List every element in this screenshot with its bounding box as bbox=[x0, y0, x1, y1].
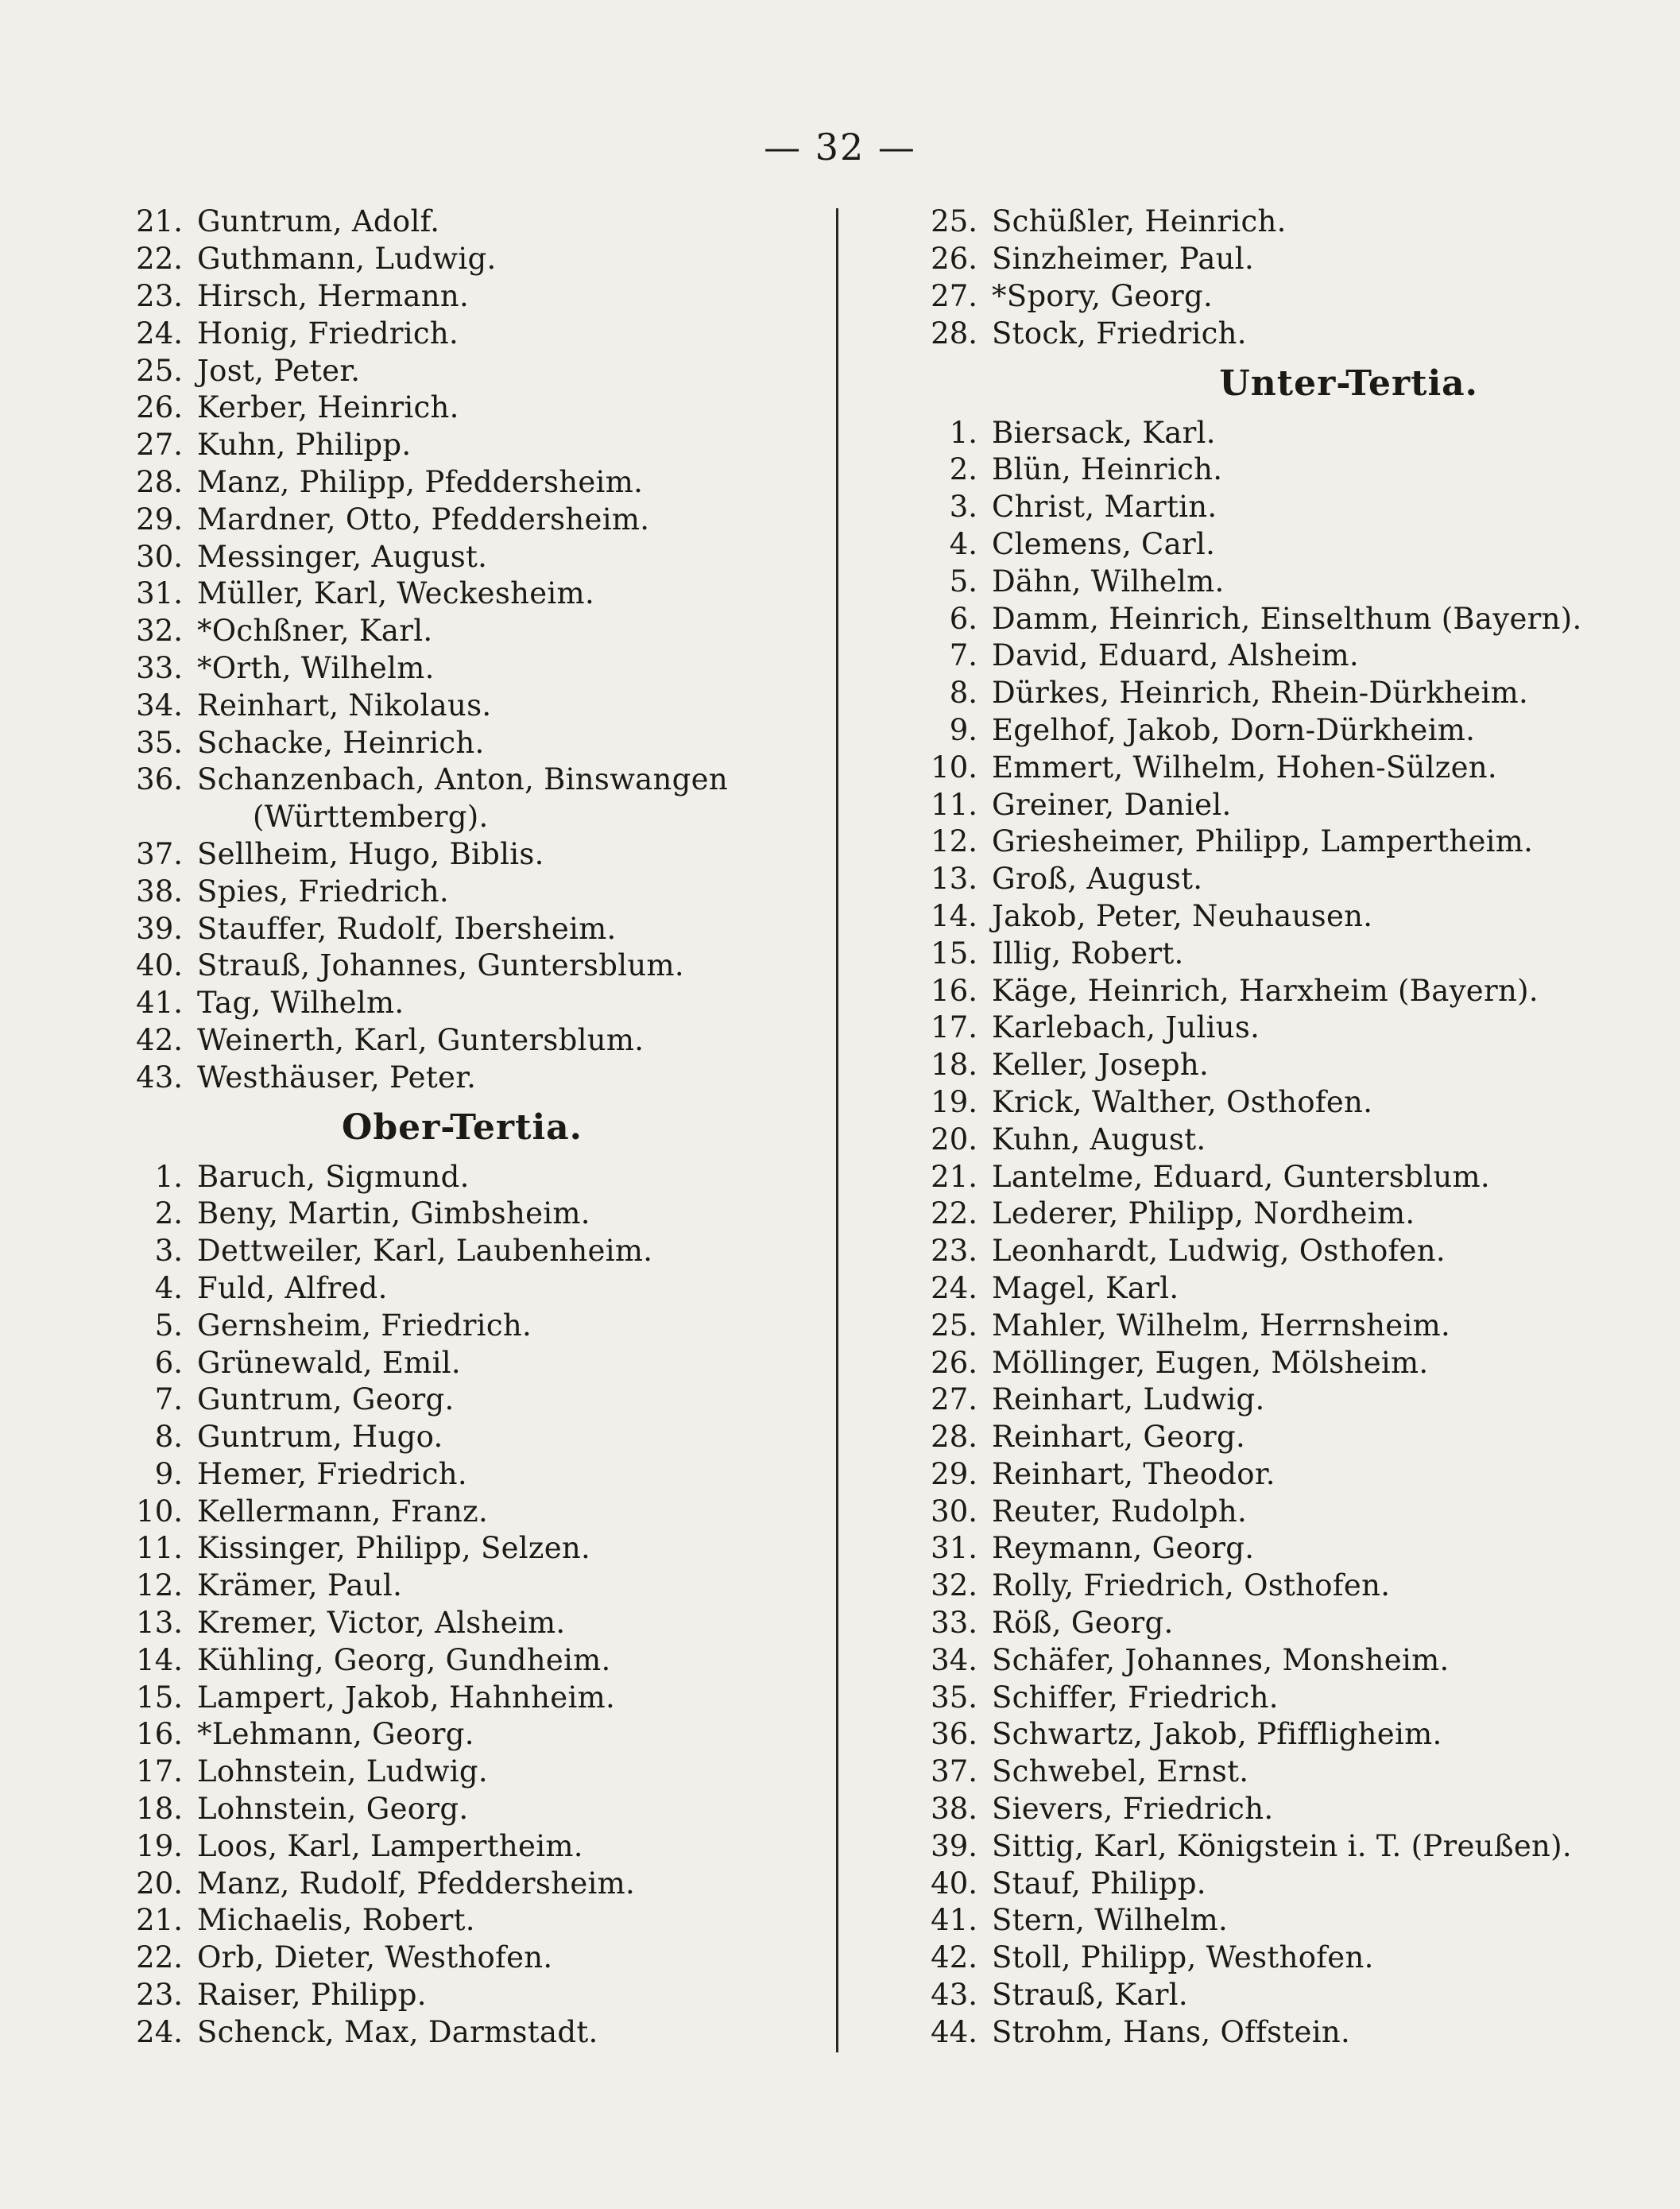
list-item-number: 38. bbox=[136, 874, 183, 909]
list-item bbox=[914, 712, 1574, 750]
list-item-number: 41. bbox=[931, 1903, 977, 1938]
list-item-number: 8. bbox=[949, 676, 977, 711]
list-item bbox=[119, 1940, 834, 1977]
list-item-name: Illig, Robert. bbox=[992, 936, 1184, 971]
list-item-name: Kerber, Heinrich. bbox=[197, 390, 459, 425]
list-item-name: Greiner, Daniel. bbox=[992, 787, 1232, 822]
list-item-number: 26. bbox=[931, 242, 977, 277]
list-item-number: 1. bbox=[949, 415, 977, 450]
list-item bbox=[914, 1010, 1574, 1047]
list-item bbox=[119, 650, 834, 688]
list-item bbox=[914, 1716, 1574, 1754]
list-item-number: 8. bbox=[154, 1420, 183, 1455]
list-item bbox=[119, 762, 834, 799]
list-item bbox=[119, 1827, 834, 1865]
list-item-name: Griesheimer, Philipp, Lampertheim. bbox=[992, 824, 1534, 859]
list-item bbox=[119, 1196, 834, 1233]
list-item-name: Guthmann, Ludwig. bbox=[197, 242, 497, 277]
list-item-number: 44. bbox=[931, 2014, 977, 2049]
list-item-name: *Lehmann, Georg. bbox=[197, 1717, 474, 1752]
list-item bbox=[914, 1121, 1574, 1158]
list-item-name: Guntrum, Hugo. bbox=[197, 1420, 443, 1455]
list-item-name: Stoll, Philipp, Westhofen. bbox=[992, 1940, 1374, 1975]
list-item-name: Kissinger, Philipp, Selzen. bbox=[197, 1531, 591, 1566]
list-item bbox=[119, 836, 834, 874]
list-item bbox=[914, 1641, 1574, 1679]
list-item bbox=[119, 1307, 834, 1344]
list-item-number: 13. bbox=[136, 1606, 183, 1641]
list-item bbox=[119, 501, 834, 538]
list-item-number: 27. bbox=[931, 1382, 977, 1417]
list-item-name: Kuhn, August. bbox=[992, 1122, 1206, 1157]
list-item-name: Käge, Heinrich, Harxheim (Bayern). bbox=[992, 973, 1539, 1008]
list-item-number: 40. bbox=[136, 948, 183, 983]
list-item-name: Grünewald, Emil. bbox=[197, 1345, 461, 1380]
list-item-name: Damm, Heinrich, Einselthum (Bayern). bbox=[992, 601, 1582, 636]
list-item-name: Sievers, Friedrich. bbox=[992, 1792, 1274, 1827]
list-item-name: Honig, Friedrich. bbox=[197, 316, 459, 351]
left-block1-list bbox=[119, 203, 834, 1096]
list-item bbox=[914, 935, 1574, 972]
list-item-number: 2. bbox=[154, 1196, 183, 1231]
list-item bbox=[119, 427, 834, 464]
list-item-name: Möllinger, Eugen, Mölsheim. bbox=[992, 1345, 1429, 1380]
list-item bbox=[914, 1827, 1574, 1865]
list-item-number: 37. bbox=[136, 836, 183, 871]
list-item-number: 32. bbox=[136, 614, 183, 649]
list-item-number: 7. bbox=[154, 1382, 183, 1417]
list-item-name: Stauf, Philipp. bbox=[992, 1866, 1206, 1901]
list-item-number: 26. bbox=[931, 1345, 977, 1380]
list-item-name: Fuld, Alfred. bbox=[197, 1270, 388, 1305]
list-item bbox=[914, 1456, 1574, 1494]
list-item bbox=[119, 1382, 834, 1419]
list-item bbox=[119, 389, 834, 427]
list-item-name: Reinhart, Ludwig. bbox=[992, 1382, 1265, 1417]
list-item-name: Orb, Dieter, Westhofen. bbox=[197, 1940, 553, 1975]
list-item-number: 20. bbox=[931, 1122, 977, 1157]
list-item-name: Dähn, Wilhelm. bbox=[992, 564, 1225, 599]
list-item bbox=[914, 1679, 1574, 1716]
list-item-name: Kuhn, Philipp. bbox=[197, 428, 412, 463]
list-item-number: 21. bbox=[931, 1159, 977, 1194]
list-item-name: Egelhof, Jakob, Dorn-Dürkheim. bbox=[992, 712, 1476, 747]
list-item-number: 26. bbox=[136, 390, 183, 425]
list-item-name: Biersack, Karl. bbox=[992, 415, 1216, 450]
list-item-name: Reinhart, Nikolaus. bbox=[197, 688, 492, 723]
list-item-name: Reymann, Georg. bbox=[992, 1531, 1255, 1566]
list-item bbox=[914, 1196, 1574, 1233]
list-item-number: 9. bbox=[154, 1456, 183, 1491]
list-item-number: 23. bbox=[931, 1234, 977, 1269]
list-item-number: 7. bbox=[949, 638, 977, 673]
list-item-name: Jakob, Peter, Neuhausen. bbox=[992, 898, 1373, 933]
list-item-number: 28. bbox=[931, 316, 977, 351]
list-item-name: Reinhart, Theodor. bbox=[992, 1456, 1275, 1491]
list-item-name: Sittig, Karl, Königstein i. T. (Preußen). bbox=[992, 1828, 1572, 1863]
list-item bbox=[914, 1382, 1574, 1419]
list-item bbox=[914, 786, 1574, 824]
list-item bbox=[119, 1754, 834, 1791]
list-item-number: 24. bbox=[136, 316, 183, 351]
list-item bbox=[119, 1902, 834, 1940]
list-item-name: Schiffer, Friedrich. bbox=[992, 1680, 1279, 1715]
list-item bbox=[914, 861, 1574, 898]
list-item-number: 4. bbox=[154, 1270, 183, 1305]
list-item-name: Strohm, Hans, Offstein. bbox=[992, 2014, 1351, 2049]
list-item-number: 34. bbox=[136, 688, 183, 723]
list-item-name: Schacke, Heinrich. bbox=[197, 725, 485, 760]
list-item bbox=[914, 241, 1574, 278]
list-item-number: 43. bbox=[136, 1060, 183, 1095]
list-item-number: 25. bbox=[931, 1308, 977, 1343]
list-item bbox=[914, 898, 1574, 936]
list-item bbox=[119, 1158, 834, 1196]
list-item bbox=[914, 1530, 1574, 1568]
list-item bbox=[119, 1641, 834, 1679]
list-item bbox=[119, 1493, 834, 1530]
list-item-number: 25. bbox=[136, 353, 183, 388]
list-item-name: Weinerth, Karl, Guntersblum. bbox=[197, 1022, 645, 1057]
list-item-name: Schäfer, Johannes, Monsheim. bbox=[992, 1642, 1450, 1677]
list-item bbox=[119, 799, 834, 836]
list-item-number: 38. bbox=[931, 1792, 977, 1827]
list-item-name: Leonhardt, Ludwig, Osthofen. bbox=[992, 1234, 1446, 1269]
list-item bbox=[914, 414, 1574, 451]
list-item-number: 10. bbox=[931, 750, 977, 785]
list-item bbox=[119, 1059, 834, 1096]
list-item bbox=[914, 1568, 1574, 1605]
list-item-name: Jost, Peter. bbox=[197, 353, 361, 388]
list-item-name: *Ochßner, Karl. bbox=[197, 614, 433, 649]
list-item-name: Beny, Martin, Gimbsheim. bbox=[197, 1196, 590, 1231]
list-item bbox=[914, 526, 1574, 564]
list-item bbox=[914, 278, 1574, 316]
list-item-number: 24. bbox=[931, 1270, 977, 1305]
list-item bbox=[119, 1419, 834, 1456]
list-item bbox=[119, 1977, 834, 2014]
list-item bbox=[914, 1493, 1574, 1530]
list-item-number: 19. bbox=[931, 1084, 977, 1119]
list-item bbox=[914, 1865, 1574, 1902]
list-item-name: Lantelme, Eduard, Guntersblum. bbox=[992, 1159, 1490, 1194]
list-item-name: Stauffer, Rudolf, Ibersheim. bbox=[197, 911, 617, 946]
list-item-name: Dürkes, Heinrich, Rhein-Dürkheim. bbox=[992, 676, 1529, 711]
list-item-number: 13. bbox=[931, 862, 977, 897]
list-item bbox=[914, 600, 1582, 638]
list-item-name: Lederer, Philipp, Nordheim. bbox=[992, 1196, 1415, 1231]
list-item-name: Loos, Karl, Lampertheim. bbox=[197, 1828, 583, 1863]
list-item-number: 41. bbox=[136, 986, 183, 1021]
list-item-number: 28. bbox=[136, 464, 183, 499]
list-item-number: 34. bbox=[931, 1642, 977, 1677]
list-item-name: Mardner, Otto, Pfeddersheim. bbox=[197, 502, 650, 537]
list-item bbox=[119, 538, 834, 576]
list-item bbox=[119, 241, 834, 278]
list-item bbox=[119, 1233, 834, 1270]
list-item-number: 10. bbox=[136, 1494, 183, 1529]
list-item-number: 22. bbox=[136, 1940, 183, 1975]
list-item-name: Magel, Karl. bbox=[992, 1270, 1179, 1305]
list-item-name: Manz, Philipp, Pfeddersheim. bbox=[197, 464, 644, 499]
list-item-number: 14. bbox=[931, 898, 977, 933]
list-item bbox=[119, 1270, 834, 1308]
list-item-name: Lohnstein, Ludwig. bbox=[197, 1754, 488, 1789]
list-item-name: Strauß, Karl. bbox=[992, 1978, 1188, 2013]
list-item-name: Karlebach, Julius. bbox=[992, 1010, 1260, 1045]
list-item-name: Kellermann, Franz. bbox=[197, 1494, 489, 1529]
list-item bbox=[119, 352, 834, 389]
list-item-number: 25. bbox=[931, 204, 977, 239]
list-item bbox=[914, 2013, 1574, 2051]
list-item-name: Rolly, Friedrich, Osthofen. bbox=[992, 1568, 1391, 1603]
list-item bbox=[119, 315, 834, 352]
list-item-name: Sellheim, Hugo, Biblis. bbox=[197, 836, 544, 871]
list-item bbox=[119, 910, 834, 948]
list-item bbox=[914, 675, 1574, 712]
list-item-number: 17. bbox=[931, 1010, 977, 1045]
right-block1-list bbox=[914, 203, 1574, 352]
list-item-number: 20. bbox=[136, 1866, 183, 1901]
list-item-name: Spies, Friedrich. bbox=[197, 874, 449, 909]
list-item-number: 37. bbox=[931, 1754, 977, 1789]
list-item-name: Clemens, Carl. bbox=[992, 526, 1216, 561]
column-divider bbox=[836, 208, 838, 2052]
list-item-name: Schenck, Max, Darmstadt. bbox=[197, 2014, 598, 2049]
list-item-number: 35. bbox=[931, 1680, 977, 1715]
list-item-number: 22. bbox=[136, 242, 183, 277]
list-item-name: Reinhart, Georg. bbox=[992, 1420, 1246, 1455]
list-item-name: Manz, Rudolf, Pfeddersheim. bbox=[197, 1866, 636, 1901]
list-item bbox=[119, 278, 834, 316]
list-item bbox=[914, 824, 1574, 861]
list-item-number: 3. bbox=[154, 1234, 183, 1269]
list-item-number: 11. bbox=[931, 787, 977, 822]
list-item-name: Tag, Wilhelm. bbox=[197, 986, 405, 1021]
list-item bbox=[119, 1568, 834, 1605]
list-item-number: 35. bbox=[136, 725, 183, 760]
list-item bbox=[914, 315, 1574, 352]
list-item bbox=[914, 749, 1574, 786]
list-item bbox=[914, 1605, 1574, 1642]
list-item bbox=[119, 985, 834, 1022]
list-item bbox=[119, 1679, 834, 1716]
list-item-number: 27. bbox=[931, 278, 977, 313]
list-item-name: Groß, August. bbox=[992, 862, 1203, 897]
list-item-name: *Orth, Wilhelm. bbox=[197, 650, 435, 685]
list-item-number: 15. bbox=[136, 1680, 183, 1715]
list-item-number: 9. bbox=[949, 712, 977, 747]
list-item bbox=[914, 972, 1574, 1010]
list-item bbox=[119, 576, 834, 613]
list-item-name: Christ, Martin. bbox=[992, 490, 1217, 525]
list-item-number: 30. bbox=[931, 1494, 977, 1529]
list-item-number: 5. bbox=[154, 1308, 183, 1343]
list-item bbox=[914, 451, 1574, 489]
list-item-number: 21. bbox=[136, 1903, 183, 1938]
list-item-number: 21. bbox=[136, 204, 183, 239]
list-item bbox=[914, 1977, 1574, 2014]
list-item-name: Müller, Karl, Weckesheim. bbox=[197, 576, 595, 611]
list-item-number: 16. bbox=[931, 973, 977, 1008]
list-item-number: 42. bbox=[931, 1940, 977, 1975]
list-item-name: Schwebel, Ernst. bbox=[992, 1754, 1249, 1789]
list-item-number: 43. bbox=[931, 1978, 977, 2013]
list-item bbox=[119, 1716, 834, 1754]
list-item-number: 14. bbox=[136, 1642, 183, 1677]
list-item bbox=[119, 724, 834, 762]
list-item bbox=[914, 638, 1574, 675]
list-item-number: 36. bbox=[136, 762, 183, 797]
list-item-number: 19. bbox=[136, 1828, 183, 1863]
list-item-number: 33. bbox=[136, 650, 183, 685]
list-item-name: Kremer, Victor, Alsheim. bbox=[197, 1606, 566, 1641]
list-item bbox=[914, 1047, 1574, 1084]
list-item-name: Gernsheim, Friedrich. bbox=[197, 1308, 532, 1343]
list-item-name: Stock, Friedrich. bbox=[992, 316, 1247, 351]
list-item-name: Messinger, August. bbox=[197, 539, 488, 574]
list-item-number: 33. bbox=[931, 1606, 977, 1641]
list-item-name: Lohnstein, Georg. bbox=[197, 1792, 469, 1827]
left-block2-list bbox=[119, 1158, 834, 2051]
list-item-number: 11. bbox=[136, 1531, 183, 1566]
list-item bbox=[119, 1344, 834, 1382]
list-item-number: 12. bbox=[931, 824, 977, 859]
list-item bbox=[119, 1865, 834, 1902]
list-item-number: 39. bbox=[136, 911, 183, 946]
list-item-name: Guntrum, Georg. bbox=[197, 1382, 455, 1417]
list-item-number: 31. bbox=[136, 576, 183, 611]
list-item-name: Hirsch, Hermann. bbox=[197, 278, 470, 313]
list-item-name: Emmert, Wilhelm, Hohen-Sülzen. bbox=[992, 750, 1497, 785]
list-item-number: 1. bbox=[154, 1159, 183, 1194]
list-item-name: Guntrum, Adolf. bbox=[197, 204, 440, 239]
list-item-number: 12. bbox=[136, 1568, 183, 1603]
list-item bbox=[914, 1902, 1574, 1940]
list-item-name: Stern, Wilhelm. bbox=[992, 1903, 1229, 1938]
list-item-number: 18. bbox=[136, 1792, 183, 1827]
list-item-number: 32. bbox=[931, 1568, 977, 1603]
list-item bbox=[119, 613, 834, 650]
section-heading-ober-tertia: Ober-Tertia. bbox=[342, 1106, 583, 1148]
right-block2-list bbox=[914, 414, 1582, 2051]
list-item-name: Sinzheimer, Paul. bbox=[992, 242, 1255, 277]
list-item-number: 4. bbox=[949, 526, 977, 561]
list-item bbox=[914, 1940, 1574, 1977]
list-item-name: Hemer, Friedrich. bbox=[197, 1456, 467, 1491]
list-item-number: 17. bbox=[136, 1754, 183, 1789]
list-item-number: 3. bbox=[949, 490, 977, 525]
list-item-number: 18. bbox=[931, 1048, 977, 1083]
list-item bbox=[914, 1270, 1574, 1308]
list-item bbox=[119, 948, 834, 985]
list-item bbox=[119, 1530, 834, 1568]
list-item bbox=[914, 563, 1574, 600]
list-item-name: Baruch, Sigmund. bbox=[197, 1159, 470, 1194]
list-item-number: 23. bbox=[136, 278, 183, 313]
list-item bbox=[914, 1791, 1574, 1828]
list-item-name: Blün, Heinrich. bbox=[992, 452, 1223, 487]
list-item-number: 30. bbox=[136, 539, 183, 574]
list-item-number: 42. bbox=[136, 1022, 183, 1057]
list-item bbox=[914, 1754, 1574, 1791]
list-item-name: Schüßler, Heinrich. bbox=[992, 204, 1287, 239]
list-item bbox=[914, 1084, 1574, 1122]
list-item-number: 6. bbox=[949, 601, 977, 636]
list-item bbox=[914, 1419, 1574, 1456]
list-item-name: Kühling, Georg, Gundheim. bbox=[197, 1642, 611, 1677]
list-item bbox=[914, 1344, 1574, 1382]
list-item bbox=[119, 464, 834, 502]
list-item-name: Westhäuser, Peter. bbox=[197, 1060, 477, 1095]
list-item bbox=[914, 1307, 1574, 1344]
list-item bbox=[119, 873, 834, 910]
list-item-name: David, Eduard, Alsheim. bbox=[992, 638, 1359, 673]
right-column bbox=[914, 203, 1582, 2051]
list-item-number: 5. bbox=[949, 564, 977, 599]
list-item-number: 36. bbox=[931, 1717, 977, 1752]
list-item-number: 2. bbox=[949, 452, 977, 487]
left-column bbox=[119, 203, 834, 2051]
list-item bbox=[914, 203, 1574, 241]
list-item-name: Lampert, Jakob, Hahnheim. bbox=[197, 1680, 616, 1715]
list-item-name: Dettweiler, Karl, Laubenheim. bbox=[197, 1234, 653, 1269]
list-item-number: 31. bbox=[931, 1531, 977, 1566]
list-item-name: Raiser, Philipp. bbox=[197, 1978, 427, 2013]
list-item-number: 29. bbox=[931, 1456, 977, 1491]
list-item bbox=[914, 489, 1574, 526]
list-item-number: 16. bbox=[136, 1717, 183, 1752]
list-item bbox=[119, 1456, 834, 1494]
list-item-name: Krick, Walther, Osthofen. bbox=[992, 1084, 1373, 1119]
list-item-number: 40. bbox=[931, 1866, 977, 1901]
list-item-name: Schanzenbach, Anton, Binswangen bbox=[197, 762, 728, 797]
list-item bbox=[914, 1233, 1574, 1270]
list-item-number: 28. bbox=[931, 1420, 977, 1455]
list-item-name: Reuter, Rudolph. bbox=[992, 1494, 1248, 1529]
list-item bbox=[119, 1022, 834, 1060]
list-item bbox=[119, 2013, 834, 2051]
list-item-name: Krämer, Paul. bbox=[197, 1568, 403, 1603]
list-item-name: Michaelis, Robert. bbox=[197, 1903, 475, 1938]
list-item-name: Mahler, Wilhelm, Herrnsheim. bbox=[992, 1308, 1451, 1343]
list-item-number: 22. bbox=[931, 1196, 977, 1231]
list-item bbox=[119, 1605, 834, 1642]
list-item-number: 6. bbox=[154, 1345, 183, 1380]
list-item-name: (Württemberg). bbox=[253, 800, 489, 835]
list-item bbox=[119, 687, 834, 724]
list-item-number: 23. bbox=[136, 1978, 183, 2013]
list-item-name: Keller, Joseph. bbox=[992, 1048, 1210, 1083]
list-item-number: 29. bbox=[136, 502, 183, 537]
list-item bbox=[119, 1791, 834, 1828]
list-item-number: 39. bbox=[931, 1828, 977, 1863]
list-item-number: 27. bbox=[136, 428, 183, 463]
list-item bbox=[914, 1158, 1574, 1196]
list-item-name: Röß, Georg. bbox=[992, 1606, 1174, 1641]
section-heading-unter-tertia: Unter-Tertia. bbox=[1219, 362, 1478, 404]
list-item-number: 15. bbox=[931, 936, 977, 971]
list-item-name: Schwartz, Jakob, Pfiffligheim. bbox=[992, 1717, 1442, 1752]
page-number: — 32 — bbox=[764, 126, 916, 169]
list-item-number: 24. bbox=[136, 2014, 183, 2049]
list-item bbox=[119, 203, 834, 241]
list-item-name: *Spory, Georg. bbox=[992, 278, 1214, 313]
list-item-name: Strauß, Johannes, Guntersblum. bbox=[197, 948, 684, 983]
